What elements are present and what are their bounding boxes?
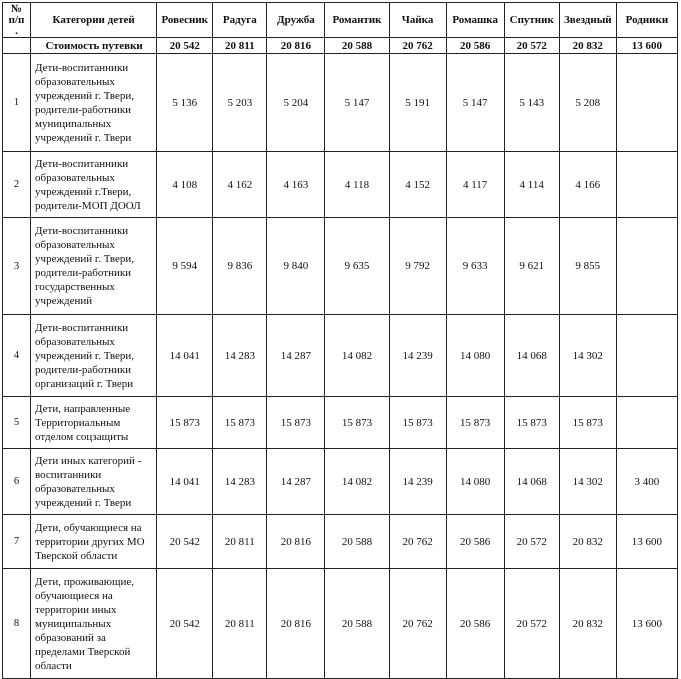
header-camp: Ромашка [446,3,504,38]
row-value: 20 542 [157,569,213,679]
row-value: 4 166 [559,152,616,218]
row-num: 3 [3,218,31,315]
row-value: 15 873 [267,397,325,449]
row-value: 20 832 [559,569,616,679]
row-value: 4 117 [446,152,504,218]
row-value: 20 811 [213,515,267,569]
row-value: 5 147 [446,54,504,152]
row-value: 9 792 [389,218,446,315]
row-value: 20 762 [389,515,446,569]
row-value [616,54,677,152]
cost-row-num [3,38,31,54]
row-value: 13 600 [616,515,677,569]
row-value: 5 136 [157,54,213,152]
row-value: 15 873 [389,397,446,449]
row-value: 20 832 [559,515,616,569]
row-value: 13 600 [616,569,677,679]
row-value: 14 068 [504,315,559,397]
row-value: 14 302 [559,449,616,515]
cost-row-label: Стоимость путевки [31,38,157,54]
row-value: 4 163 [267,152,325,218]
row-category: Дети, обучающиеся на территории других МО Тверской области [31,515,157,569]
header-camp: Романтик [325,3,389,38]
row-value: 5 143 [504,54,559,152]
row-value: 5 208 [559,54,616,152]
row-value: 4 152 [389,152,446,218]
row-value: 14 068 [504,449,559,515]
row-value: 4 108 [157,152,213,218]
row-value: 14 239 [389,449,446,515]
header-camp: Радуга [213,3,267,38]
row-value: 20 588 [325,569,389,679]
row-value [616,218,677,315]
table-row [3,54,678,152]
cost-value: 20 588 [325,38,389,54]
row-value: 14 287 [267,315,325,397]
header-camp: Чайка [389,3,446,38]
row-value: 4 118 [325,152,389,218]
table-row [3,397,678,449]
row-value: 9 836 [213,218,267,315]
header-camp: Ровесник [157,3,213,38]
row-category: Дети, направленные Территориальным отделом соцзащиты [31,397,157,449]
header-camp: Звездный [559,3,616,38]
row-value: 15 873 [559,397,616,449]
row-value: 14 287 [267,449,325,515]
row-value: 20 542 [157,515,213,569]
row-value [616,152,677,218]
row-value: 5 203 [213,54,267,152]
table-row [3,218,678,315]
row-value: 20 586 [446,515,504,569]
row-num: 2 [3,152,31,218]
camp-voucher-cost-table [2,2,678,679]
cost-value: 20 811 [213,38,267,54]
row-value [616,315,677,397]
header-camp: Родники [616,3,677,38]
row-category: Дети, проживающие, обучающиеся на территории иных муниципальных образований за пределами Тверской области [31,569,157,679]
row-value: 5 204 [267,54,325,152]
cost-row [3,38,678,54]
row-value: 9 840 [267,218,325,315]
row-value: 5 191 [389,54,446,152]
row-value: 20 816 [267,515,325,569]
row-category: Дети-воспитанники образовательных учреждений г. Твери, родители-работники организаций г. Твери [31,315,157,397]
table-row [3,449,678,515]
cost-value: 20 572 [504,38,559,54]
row-value: 15 873 [157,397,213,449]
cost-value: 20 762 [389,38,446,54]
row-num: 6 [3,449,31,515]
row-value: 20 762 [389,569,446,679]
row-value: 9 855 [559,218,616,315]
row-value: 15 873 [213,397,267,449]
cost-value: 20 816 [267,38,325,54]
row-num: 5 [3,397,31,449]
row-value: 14 283 [213,449,267,515]
cost-value: 20 542 [157,38,213,54]
cost-value: 13 600 [616,38,677,54]
row-category: Дети-воспитанники образовательных учреждений г.Твери, родители-МОП ДООЛ [31,152,157,218]
header-camp: Спутник [504,3,559,38]
cost-value: 20 586 [446,38,504,54]
header-category: Категории детей [31,3,157,38]
row-category: Дети иных категорий - воспитанники образовательных учреждений г. Твери [31,449,157,515]
row-value: 14 283 [213,315,267,397]
cost-value: 20 832 [559,38,616,54]
row-value: 15 873 [446,397,504,449]
row-value: 14 082 [325,449,389,515]
row-num: 8 [3,569,31,679]
row-value: 20 588 [325,515,389,569]
row-value: 14 080 [446,315,504,397]
row-num: 1 [3,54,31,152]
row-value: 20 816 [267,569,325,679]
row-value: 14 041 [157,449,213,515]
row-category: Дети-воспитанники образовательных учреждений г. Твери, родители-работники муниципальных учреждений г. Твери [31,54,157,152]
header-row [3,3,678,38]
row-value: 9 621 [504,218,559,315]
row-category: Дети-воспитанники образовательных учреждений г. Твери, родители-работники государственных учреждений [31,218,157,315]
row-value: 9 594 [157,218,213,315]
row-num: 7 [3,515,31,569]
row-value: 20 572 [504,515,559,569]
row-value: 3 400 [616,449,677,515]
row-value: 20 572 [504,569,559,679]
row-value: 14 239 [389,315,446,397]
row-value: 15 873 [325,397,389,449]
row-value: 14 080 [446,449,504,515]
table-row [3,152,678,218]
row-value: 5 147 [325,54,389,152]
row-value: 9 635 [325,218,389,315]
row-value: 14 302 [559,315,616,397]
header-camp: Дружба [267,3,325,38]
row-value: 15 873 [504,397,559,449]
header-num: № п/п . [3,3,31,38]
row-value: 4 114 [504,152,559,218]
table-row [3,315,678,397]
row-value: 9 633 [446,218,504,315]
row-value [616,397,677,449]
table-row [3,569,678,679]
row-value: 14 041 [157,315,213,397]
row-num: 4 [3,315,31,397]
row-value: 4 162 [213,152,267,218]
table-row [3,515,678,569]
row-value: 14 082 [325,315,389,397]
row-value: 20 586 [446,569,504,679]
row-value: 20 811 [213,569,267,679]
